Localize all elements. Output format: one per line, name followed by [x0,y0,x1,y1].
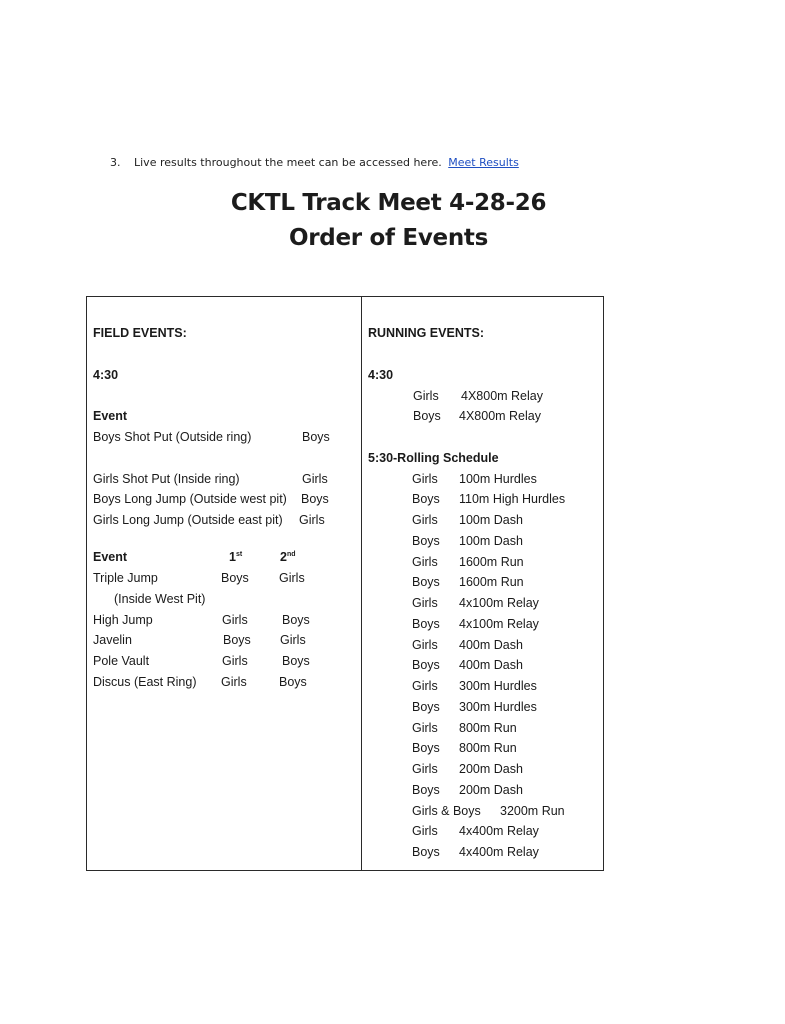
field-event: Girls Long Jump (Outside east pit) [93,513,283,527]
rolling-who: Girls [412,596,438,610]
rotation-first: Girls [221,675,247,689]
rolling-who: Girls & Boys [412,804,481,818]
field-who: Boys [301,492,329,506]
rotation-event: Pole Vault [93,654,150,668]
rolling-who: Boys [412,575,440,589]
rolling-event: 100m Dash [459,534,523,548]
rolling-event: 800m Run [459,721,517,735]
field-time: 4:30 [93,368,119,382]
rolling-event: 4x100m Relay [459,617,539,631]
rotation-second: Boys [282,654,310,668]
rolling-event: 4x400m Relay [459,824,539,838]
rolling-who: Girls [412,638,438,652]
running-who: Girls [413,389,439,403]
rolling-event: 200m Dash [459,783,523,797]
rotation-second: Girls [279,571,305,585]
rolling-event: 400m Dash [459,638,523,652]
rolling-event: 1600m Run [459,575,524,589]
meet-results-link[interactable]: Meet Results [448,156,519,169]
rotation-header-event: Event [93,550,128,564]
rotation-second: Girls [280,633,306,647]
rotation-first: Boys [223,633,251,647]
rolling-who: Boys [412,492,440,506]
rolling-event: 110m High Hurdles [459,492,566,506]
rolling-who: Boys [412,534,440,548]
rotation-header-first: 1st [229,550,243,564]
rolling-event: 1600m Run [459,555,524,569]
rotation-event: High Jump [93,613,153,627]
rolling-who: Boys [412,783,440,797]
rotation-first: Girls [222,654,248,668]
running-event: 4X800m Relay [459,409,541,423]
rotation-second: Boys [279,675,307,689]
running-who: Boys [413,409,441,423]
rotation-event: Javelin [93,633,132,647]
rolling-event: 100m Dash [459,513,523,527]
rolling-event: 200m Dash [459,762,523,776]
rolling-who: Girls [412,513,438,527]
rolling-schedule-label: 5:30-Rolling Schedule [368,451,499,465]
rolling-event: 800m Run [459,741,517,755]
running-event: 4X800m Relay [461,389,543,403]
rolling-event: 400m Dash [459,658,523,672]
page-subtitle: Order of Events [289,225,488,251]
rotation-header-second: 2nd [280,550,296,564]
field-event: Girls Shot Put (Inside ring) [93,472,240,486]
rolling-who: Girls [412,555,438,569]
running-events-header: RUNNING EVENTS: [368,326,484,340]
rolling-event: 300m Hurdles [459,700,537,714]
rolling-who: Boys [412,658,440,672]
rolling-who: Girls [412,721,438,735]
results-note [110,156,519,169]
rolling-who: Boys [412,700,440,714]
events-table [86,296,604,871]
boys-shot-put-event: Boys Shot Put (Outside ring) [93,430,252,444]
rolling-who: Boys [412,741,440,755]
rotation-first: Girls [222,613,248,627]
rolling-who: Girls [412,762,438,776]
running-time: 4:30 [368,368,394,382]
field-events-header: FIELD EVENTS: [93,326,187,340]
note-text: Live results throughout the meet can be accessed here. [134,156,442,169]
rotation-second: Boys [282,613,310,627]
boys-shot-put-who: Boys [302,430,330,444]
field-who: Girls [302,472,328,486]
rolling-who: Boys [412,617,440,631]
rolling-event: 4x400m Relay [459,845,539,859]
field-event: Boys Long Jump (Outside west pit) [93,492,287,506]
rotation-event-note: (Inside West Pit) [114,592,206,606]
column-divider [361,296,362,871]
rolling-who: Girls [412,472,438,486]
rotation-event: Discus (East Ring) [93,675,197,689]
rotation-event: Triple Jump [93,571,158,585]
rolling-event: 100m Hurdles [459,472,537,486]
rolling-event: 3200m Run [500,804,565,818]
rolling-event: 300m Hurdles [459,679,537,693]
rolling-who: Girls [412,824,438,838]
page-title: CKTL Track Meet 4-28-26 [230,190,547,216]
field-event-label: Event [93,409,128,423]
rolling-event: 4x100m Relay [459,596,539,610]
field-who: Girls [299,513,325,527]
note-number: 3. [110,156,121,169]
rolling-who: Girls [412,679,438,693]
rotation-first: Boys [221,571,249,585]
rolling-who: Boys [412,845,440,859]
